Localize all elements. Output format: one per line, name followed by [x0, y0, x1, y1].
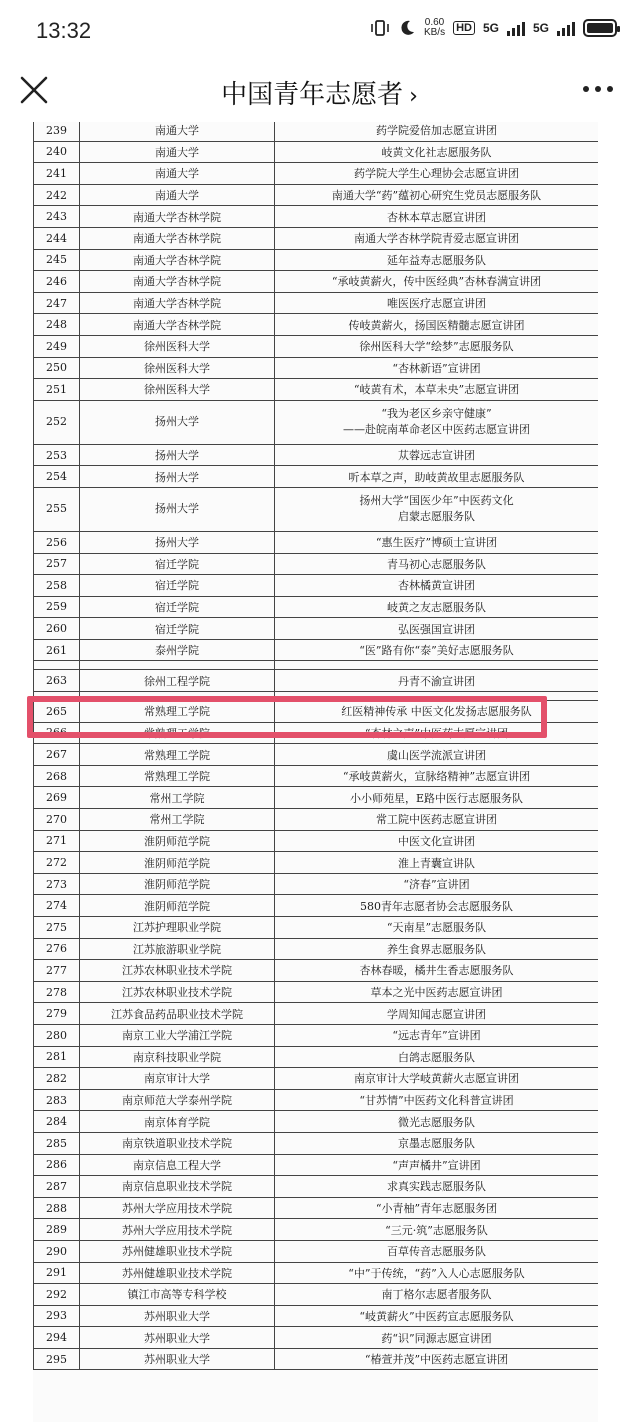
row-school: 泰州学院 [80, 639, 275, 661]
row-number: 291 [34, 1262, 80, 1284]
row-number: 245 [34, 249, 80, 271]
row-team-line2: ——赴皖南革命老区中医药志愿宣讲团 [343, 423, 530, 437]
row-number: 277 [34, 960, 80, 982]
page-title[interactable] [0, 74, 639, 111]
row-number: 261 [34, 639, 80, 661]
table-row [34, 895, 599, 917]
row-school: 南京体育学院 [80, 1111, 275, 1133]
row-school: 淮阴师范学院 [80, 873, 275, 895]
row-school: 南通大学杏林学院 [80, 271, 275, 293]
row-school: 江苏旅游职业学院 [80, 938, 275, 960]
row-number: 254 [34, 466, 80, 488]
row-team: 中医文化宣讲团 [275, 830, 599, 852]
table-row [34, 335, 599, 357]
row-number: 279 [34, 1003, 80, 1025]
table-row [34, 1348, 599, 1370]
row-team: “惠生医疗”博硕士宣讲团 [275, 531, 599, 553]
row-team: 南通大学“药”蕴初心研究生党员志愿服务队 [275, 184, 599, 206]
row-number: 276 [34, 938, 80, 960]
row-number: 240 [34, 141, 80, 163]
table-row [34, 141, 599, 163]
row-team: 药学院爱倍加志愿宣讲团 [275, 122, 599, 141]
table-row [34, 596, 599, 618]
row-school: 徐州医科大学 [80, 357, 275, 379]
net-speed [424, 18, 445, 38]
row-number: 269 [34, 787, 80, 809]
table-row [34, 1089, 599, 1111]
row-team: 白鸽志愿服务队 [275, 1046, 599, 1068]
row-team: 徐州医科大学“绘梦”志愿服务队 [275, 335, 599, 357]
row-number: 255 [34, 487, 80, 531]
row-school: 苏州职业大学 [80, 1327, 275, 1349]
row-school: 宿迁学院 [80, 575, 275, 597]
row-number: 287 [34, 1176, 80, 1198]
row-school: 苏州职业大学 [80, 1305, 275, 1327]
nav-bar [0, 62, 639, 122]
row-number: 243 [34, 206, 80, 228]
row-team: “承岐黄薪火，宣脉络精神”志愿宣讲团 [275, 765, 599, 787]
table-row [34, 1068, 599, 1090]
chevron-right-icon: › [409, 84, 418, 109]
table-row [34, 618, 599, 640]
table-row [34, 1111, 599, 1133]
volunteer-table [33, 122, 598, 1370]
row-school: 江苏护理职业学院 [80, 917, 275, 939]
row-number: 293 [34, 1305, 80, 1327]
status-icons [370, 18, 617, 38]
table-row [34, 122, 599, 141]
table-row [34, 553, 599, 575]
row-school: 淮阴师范学院 [80, 830, 275, 852]
row-school: 南通大学杏林学院 [80, 227, 275, 249]
table-row [34, 830, 599, 852]
row-school: 常州工学院 [80, 809, 275, 831]
row-school: 南京信息职业技术学院 [80, 1176, 275, 1198]
row-team: 唯医医疗志愿宣讲团 [275, 292, 599, 314]
row-team: 小小师苑星，E路中医行志愿服务队 [275, 787, 599, 809]
row-team: 草本之光中医药志愿宣讲团 [275, 981, 599, 1003]
row-number: 253 [34, 444, 80, 466]
row-school: 南通大学杏林学院 [80, 206, 275, 228]
row-school: 宿迁学院 [80, 618, 275, 640]
row-number: 257 [34, 553, 80, 575]
row-school: 常熟理工学院 [80, 722, 275, 744]
row-school: 苏州职业大学 [80, 1348, 275, 1370]
row-team-line1: 扬州大学“国医少年”中医药文化 [359, 494, 514, 508]
row-school: 南通大学 [80, 141, 275, 163]
row-number: 241 [34, 163, 80, 185]
row-school: 常熟理工学院 [80, 744, 275, 766]
row-school: 扬州大学 [80, 400, 275, 444]
row-number: 270 [34, 809, 80, 831]
row-school: 南通大学杏林学院 [80, 292, 275, 314]
table-row [34, 1240, 599, 1262]
row-number: 273 [34, 873, 80, 895]
row-team: “杏林之声”中医药志愿宣讲团 [275, 722, 599, 744]
row-team: 青马初心志愿服务队 [275, 553, 599, 575]
signal-icon-2 [557, 20, 575, 36]
row-school: 南京工业大学浦江学院 [80, 1024, 275, 1046]
row-team: “天南星”志愿服务队 [275, 917, 599, 939]
net-speed-value: 0.60 [424, 17, 445, 28]
row-team: 南丁格尔志愿者服务队 [275, 1284, 599, 1306]
row-team: 淮上青囊宣讲队 [275, 852, 599, 874]
row-school: 扬州大学 [80, 466, 275, 488]
row-team: 杏林本草志愿宣讲团 [275, 206, 599, 228]
row-school: 南京审计大学 [80, 1068, 275, 1090]
row-number: 290 [34, 1240, 80, 1262]
row-number: 248 [34, 314, 80, 336]
row-team: 580青年志愿者协会志愿服务队 [275, 895, 599, 917]
row-number: 292 [34, 1284, 80, 1306]
table-row [34, 314, 599, 336]
row-team: 杏林橘黄宣讲团 [275, 575, 599, 597]
sim1-label: 5G [482, 21, 499, 35]
table-row [34, 163, 599, 185]
table-row [34, 249, 599, 271]
row-team: 听本草之声，助岐黄故里志愿服务队 [275, 466, 599, 488]
row-team: 虞山医学流派宣讲团 [275, 744, 599, 766]
row-team: 杏林春暖，橘井生香志愿服务队 [275, 960, 599, 982]
row-team: “甘苏情”中医药文化科普宣讲团 [275, 1089, 599, 1111]
row-number: 260 [34, 618, 80, 640]
table-row [34, 1305, 599, 1327]
table-row [34, 575, 599, 597]
row-team: “杏林新语”宣讲团 [275, 357, 599, 379]
row-school: 南京铁道职业技术学院 [80, 1132, 275, 1154]
row-team: 丹青不渝宣讲团 [275, 670, 599, 692]
table-row [34, 744, 599, 766]
row-school: 镇江市高等专科学校 [80, 1284, 275, 1306]
table-row-252 [34, 400, 599, 444]
table-row [34, 271, 599, 293]
row-team: 苁蓉远志宣讲团 [275, 444, 599, 466]
row-number: 278 [34, 981, 80, 1003]
row-number: 294 [34, 1327, 80, 1349]
row-team: “小青柚”青年志愿服务团 [275, 1197, 599, 1219]
table-row [34, 1262, 599, 1284]
row-school: 扬州大学 [80, 531, 275, 553]
row-team: “远志青年”宣讲团 [275, 1024, 599, 1046]
table-row [34, 1219, 599, 1241]
row-team: 弘医强国宣讲团 [275, 618, 599, 640]
table-row [34, 1176, 599, 1198]
row-team: 求真实践志愿服务队 [275, 1176, 599, 1198]
row-number: 286 [34, 1154, 80, 1176]
row-team: 延年益寿志愿服务队 [275, 249, 599, 271]
table-row [34, 1046, 599, 1068]
row-school: 南通大学 [80, 184, 275, 206]
row-team: 学周知闻志愿宣讲团 [275, 1003, 599, 1025]
status-time: 13:32 [36, 18, 92, 43]
row-number: 281 [34, 1046, 80, 1068]
row-number: 283 [34, 1089, 80, 1111]
battery-icon [583, 19, 617, 37]
row-school: 南通大学杏林学院 [80, 314, 275, 336]
row-school: 江苏农林职业技术学院 [80, 981, 275, 1003]
row-school: 苏州健雄职业技术学院 [80, 1262, 275, 1284]
row-number: 280 [34, 1024, 80, 1046]
row-number: 258 [34, 575, 80, 597]
row-number: 275 [34, 917, 80, 939]
signal-icon-1 [507, 20, 525, 36]
row-number: 274 [34, 895, 80, 917]
row-school: 苏州大学应用技术学院 [80, 1219, 275, 1241]
row-team: 岐黄之友志愿服务队 [275, 596, 599, 618]
row-number: 249 [34, 335, 80, 357]
moon-icon [398, 19, 416, 37]
row-team: “岐黄有术，本草未央”志愿宣讲团 [275, 379, 599, 401]
row-team: “济春”宣讲团 [275, 873, 599, 895]
row-number: 289 [34, 1219, 80, 1241]
more-menu-icon[interactable] [583, 86, 613, 92]
row-school: 南京信息工程大学 [80, 1154, 275, 1176]
row-team: “中”于传统，“药”入人心志愿服务队 [275, 1262, 599, 1284]
row-team: 传岐黄薪火，扬国医精髓志愿宣讲团 [275, 314, 599, 336]
row-school: 南京科技职业学院 [80, 1046, 275, 1068]
table-row [34, 1284, 599, 1306]
row-number: 252 [34, 400, 80, 444]
table-row [34, 227, 599, 249]
table-row [34, 466, 599, 488]
table-row [34, 1197, 599, 1219]
row-team: “声声橘井”宣讲团 [275, 1154, 599, 1176]
table-row-obscured [34, 661, 599, 670]
row-number: 263 [34, 670, 80, 692]
row-school: 常州工学院 [80, 787, 275, 809]
row-number: 242 [34, 184, 80, 206]
table-row [34, 444, 599, 466]
table-row [34, 292, 599, 314]
row-school: 苏州健雄职业技术学院 [80, 1240, 275, 1262]
hd-icon: HD [453, 21, 475, 35]
row-team: 南通大学杏林学院青爱志愿宣讲团 [275, 227, 599, 249]
row-school: 南通大学杏林学院 [80, 249, 275, 271]
row-team-line2: 启蒙志愿服务队 [398, 510, 475, 524]
row-school: 扬州大学 [80, 487, 275, 531]
row-school: 苏州大学应用技术学院 [80, 1197, 275, 1219]
row-number: 265 [34, 701, 80, 723]
table-row-263 [34, 670, 599, 692]
table-row [34, 379, 599, 401]
sim2-label: 5G [532, 21, 549, 35]
table-row [34, 1003, 599, 1025]
row-team: “岐黄薪火”中医药宣志愿服务队 [275, 1305, 599, 1327]
table-row [34, 1327, 599, 1349]
table-row [34, 639, 599, 661]
row-school: 扬州大学 [80, 444, 275, 466]
row-team-line1: “我为老区乡亲守健康” [381, 407, 492, 421]
row-number: 267 [34, 744, 80, 766]
row-number: 271 [34, 830, 80, 852]
row-team [275, 487, 599, 531]
row-team: “承岐黄薪火，传中医经典”杏林春满宣讲团 [275, 271, 599, 293]
net-speed-unit: KB/s [423, 27, 446, 38]
table-row [34, 852, 599, 874]
row-number: 244 [34, 227, 80, 249]
status-bar [0, 0, 639, 62]
row-team: 养生食界志愿服务队 [275, 938, 599, 960]
row-number: 285 [34, 1132, 80, 1154]
row-school: 常熟理工学院 [80, 765, 275, 787]
row-team [275, 400, 599, 444]
row-number: 272 [34, 852, 80, 874]
table-row [34, 184, 599, 206]
row-number: 295 [34, 1348, 80, 1370]
row-school: 徐州医科大学 [80, 335, 275, 357]
row-team: 药“识”同源志愿宣讲团 [275, 1327, 599, 1349]
table-row [34, 787, 599, 809]
row-team: 岐黄文化社志愿服务队 [275, 141, 599, 163]
table-row [34, 1024, 599, 1046]
table-row [34, 917, 599, 939]
row-school: 江苏食品药品职业技术学院 [80, 1003, 275, 1025]
table-row [34, 809, 599, 831]
table-row [34, 1132, 599, 1154]
row-team: 京墨志愿服务队 [275, 1132, 599, 1154]
row-number: 284 [34, 1111, 80, 1133]
table-row [34, 873, 599, 895]
row-team: 南京审计大学岐黄薪火志愿宣讲团 [275, 1068, 599, 1090]
page-title-text: 中国青年志愿者 [221, 80, 404, 110]
row-school: 江苏农林职业技术学院 [80, 960, 275, 982]
row-number: 247 [34, 292, 80, 314]
row-team: 百草传音志愿服务队 [275, 1240, 599, 1262]
row-school: 淮阴师范学院 [80, 895, 275, 917]
row-team: 药学院大学生心理协会志愿宣讲团 [275, 163, 599, 185]
table-row [34, 960, 599, 982]
row-school: 南通大学 [80, 163, 275, 185]
row-number: 250 [34, 357, 80, 379]
document-image [33, 122, 598, 1422]
row-team: 红医精神传承 中医文化发扬志愿服务队 [275, 701, 599, 723]
table-row [34, 1154, 599, 1176]
row-school: 徐州医科大学 [80, 379, 275, 401]
row-school: 南京师范大学泰州学院 [80, 1089, 275, 1111]
row-number: 288 [34, 1197, 80, 1219]
row-school: 淮阴师范学院 [80, 852, 275, 874]
row-number: 266 [34, 722, 80, 744]
row-number: 268 [34, 765, 80, 787]
row-number: 246 [34, 271, 80, 293]
table-row [34, 722, 599, 744]
row-school: 南通大学 [80, 122, 275, 141]
row-team: 常工院中医药志愿宣讲团 [275, 809, 599, 831]
row-number: 251 [34, 379, 80, 401]
row-number: 282 [34, 1068, 80, 1090]
vibrate-icon [370, 19, 390, 37]
table-row [34, 531, 599, 553]
row-team: 微光志愿服务队 [275, 1111, 599, 1133]
table-row [34, 206, 599, 228]
table-row [34, 765, 599, 787]
row-team: “椿萱并茂”中医药志愿宣讲团 [275, 1348, 599, 1370]
row-number: 259 [34, 596, 80, 618]
row-school: 常熟理工学院 [80, 701, 275, 723]
table-row-obscured [34, 692, 599, 701]
row-school: 徐州工程学院 [80, 670, 275, 692]
row-number: 239 [34, 122, 80, 141]
table-row [34, 357, 599, 379]
row-school: 宿迁学院 [80, 553, 275, 575]
table-row [34, 701, 599, 723]
table-row [34, 938, 599, 960]
row-number: 256 [34, 531, 80, 553]
table-row [34, 981, 599, 1003]
row-school: 宿迁学院 [80, 596, 275, 618]
row-team: “三元·筑”志愿服务队 [275, 1219, 599, 1241]
row-team: “医”路有你“泰”美好志愿服务队 [275, 639, 599, 661]
table-row-255 [34, 487, 599, 531]
